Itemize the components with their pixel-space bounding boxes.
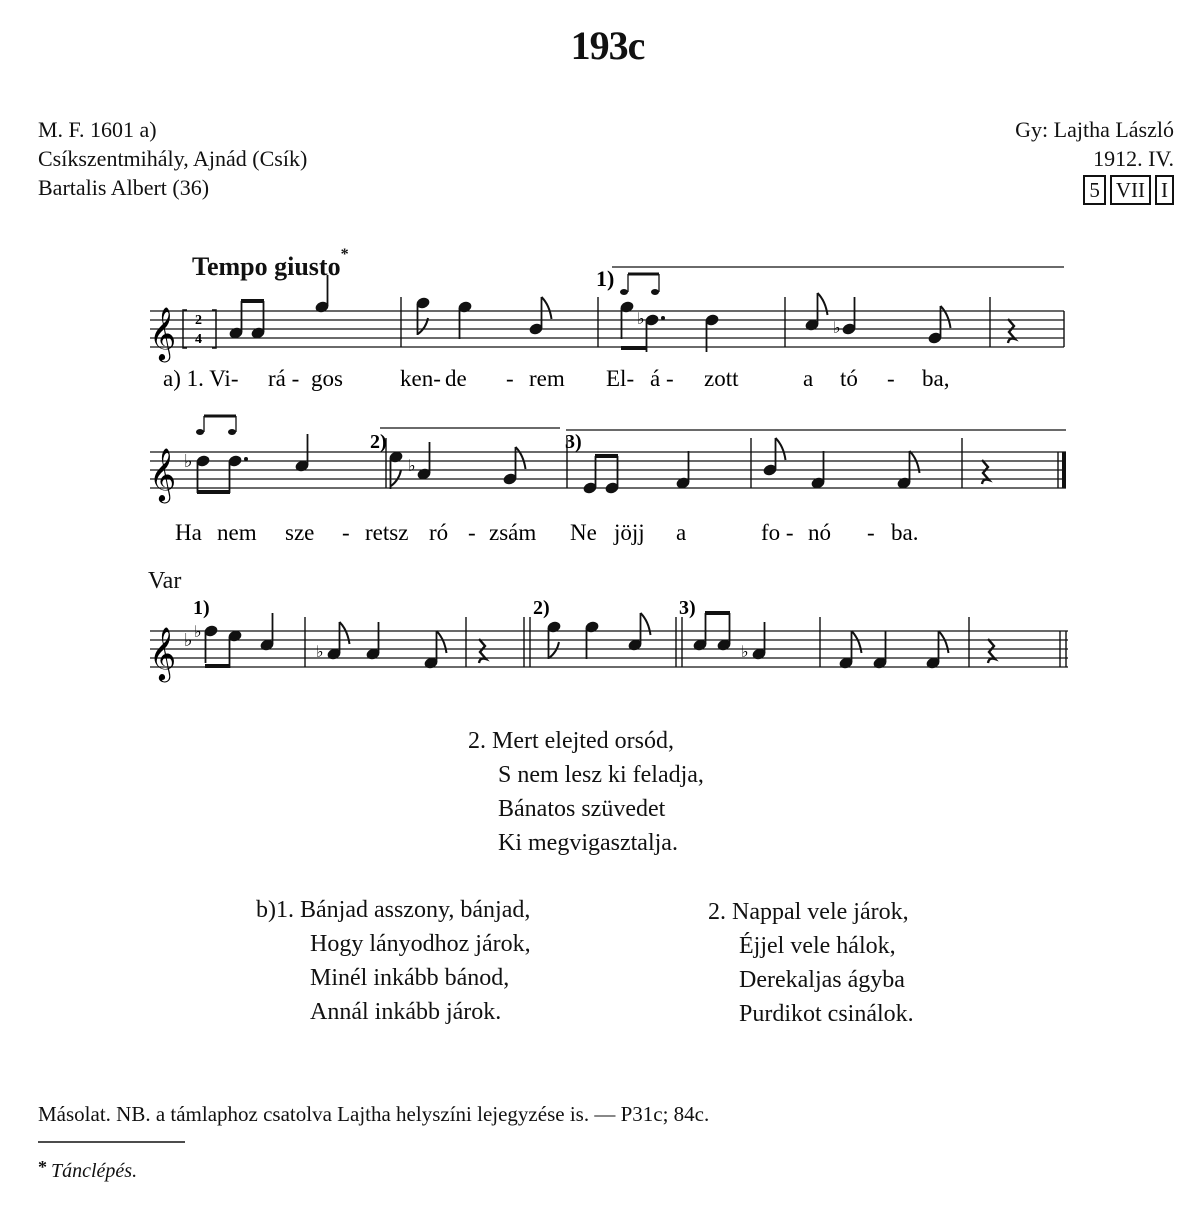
variant-marker-2: 2) [370,431,387,453]
lyric-syllable: - [506,366,514,391]
lyric-syllable: ba, [922,366,950,391]
stanza-line: b)1. Bánjad asszony, bánjad, [256,897,531,923]
stanza-line: Derekaljas ágyba [739,967,905,993]
variant-marker-2: 2) [533,597,550,619]
flat-icon: ♭ [316,644,324,661]
lyric-syllable: El- [606,366,635,391]
lyric-syllable: sze [285,520,315,545]
variant-marker-1: 1) [193,597,210,619]
stanza-line: Minél inkább bánod, [310,965,510,991]
lyric-syllable: ken- [400,366,441,391]
notes-line-1 [228,275,1064,352]
lyric-syllable: nó [808,520,831,545]
source-catalog-number: M. F. 1601 a) [38,117,157,142]
classification-code: 5 [1083,175,1106,205]
copy-note: Másolat. NB. a támlaphoz csatolva Lajtha helyszíni lejegyzése is. — P31c; 84c. [38,1102,710,1126]
notes-line-3 [194,613,1066,670]
stanza-line: Éjjel vele hálok, [739,933,896,959]
flat-icon: ♭ [741,644,749,661]
stanza-b2 [708,895,914,1031]
stanza-b1 [256,893,531,1029]
stanza-line: Purdikot csinálok. [739,1001,914,1027]
stanza-line: Bánatos szüvedet [498,796,666,822]
stanza-line: Ki megvigasztalja. [498,830,678,856]
treble-clef-icon: 𝄞 [149,626,177,680]
variant-marker-1: 1) [596,266,615,291]
lyrics-line-1 [163,366,949,391]
flat-icon: ♭ [637,311,645,328]
lyric-syllable: tó [840,366,858,391]
footnote-text: Tánclépés. [51,1160,138,1182]
lyric-syllable: retsz [365,520,409,545]
stanza-line: Hogy lányodhoz járok, [310,931,531,957]
staff-line-2 [149,416,1066,503]
flat-icon: ♭ [194,624,202,641]
stanza-line: Annál inkább járok. [310,999,502,1025]
footnote-mark: * [38,1157,47,1177]
flat-icon: ♭ [833,320,841,337]
staff-line-1 [149,266,1064,362]
lyric-syllable: fo - [761,520,794,545]
classification-code: I [1155,175,1174,205]
flat-icon: ♭ [184,451,193,471]
lyric-syllable: de [445,366,467,391]
tempo-text: Tempo giusto [192,252,341,281]
page-title: 193c [570,23,645,68]
lyric-syllable: - [867,520,875,545]
variant-label: Var [148,568,182,594]
lyric-syllable: zsám [489,520,537,545]
staff-line-3 [149,597,1068,682]
lyric-syllable: gos [311,366,343,391]
treble-clef-icon: 𝄞 [149,447,177,501]
classification-code: VII [1110,175,1151,205]
lyric-syllable: - [887,366,895,391]
lyric-syllable: nem [217,520,257,545]
time-signature-top: 2 [195,313,202,328]
time-signature-bottom: 4 [195,332,202,347]
stanza-a2 [468,724,704,860]
treble-clef-icon: 𝄞 [149,306,177,360]
lyric-syllable: a [803,366,814,391]
stanza-line: 2. Mert elejted orsód, [468,728,674,754]
footnote [38,1157,138,1183]
stanza-line: 2. Nappal vele járok, [708,899,909,925]
lyric-syllable: a) 1. Vi- [163,366,239,391]
lyric-syllable: - [468,520,476,545]
lyric-syllable: zott [704,366,739,391]
notes-line-2 [195,434,1064,495]
lyric-syllable: ba. [891,520,919,545]
lyric-syllable: ró [429,520,449,545]
lyric-syllable: rem [529,366,565,391]
lyric-syllable: jöjj [614,520,645,545]
grace-notes-1 [620,274,659,295]
flat-icon: ♭ [184,630,193,650]
collector-name: Gy: Lajtha László [1015,117,1174,142]
variant-marker-3: 3) [679,597,696,619]
flat-icon: ♭ [408,458,416,475]
stanza-line: S nem lesz ki feladja, [498,762,704,788]
lyric-syllable: - [342,520,350,545]
lyric-syllable: Ha [175,520,202,545]
lyric-syllable: rá - [268,366,300,391]
source-singer: Bartalis Albert (36) [38,175,210,200]
lyric-syllable: á - [650,366,674,391]
lyric-syllable: Ne [570,520,597,545]
lyric-syllable: a [676,520,687,545]
lyrics-line-2 [175,520,918,545]
source-location: Csíkszentmihály, Ajnád (Csík) [38,146,308,171]
variant-marker-3: 3) [565,431,582,453]
collection-date: 1912. IV. [1093,146,1174,171]
grace-notes-2 [196,416,236,435]
tempo-footnote-mark: * [340,246,349,263]
